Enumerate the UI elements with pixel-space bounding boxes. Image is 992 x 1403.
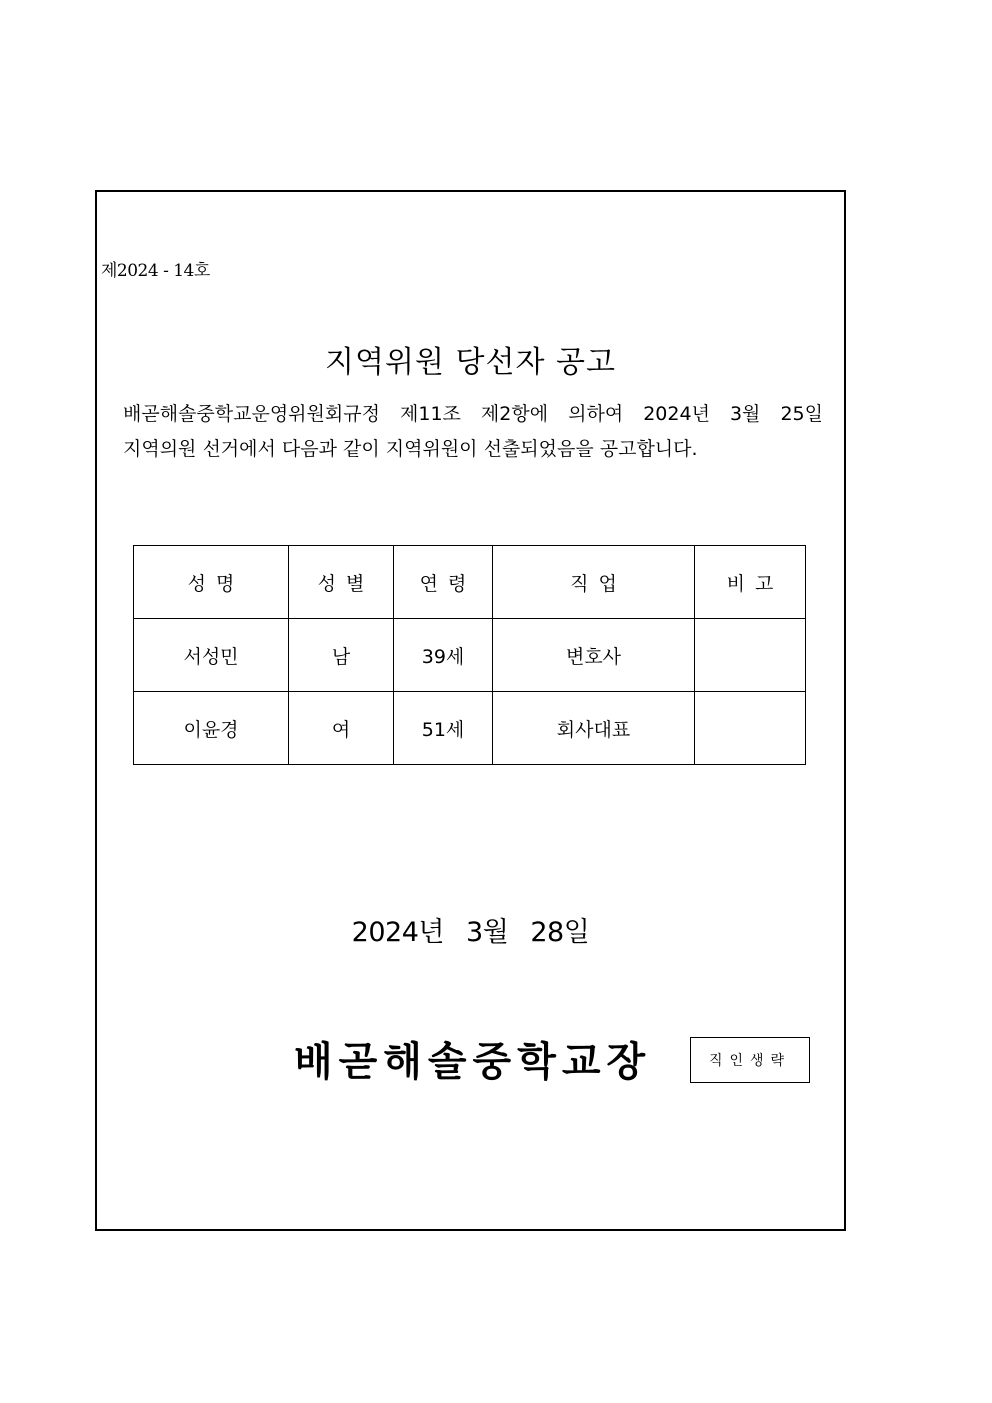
cell-occupation: 회사대표 (493, 692, 695, 765)
header-age: 연령 (394, 546, 493, 619)
header-occupation: 직업 (493, 546, 695, 619)
seal-box (690, 1037, 810, 1083)
cell-occupation: 변호사 (493, 619, 695, 692)
cell-gender: 남 (289, 619, 394, 692)
announcement-date: 2024년 3월 28일 (351, 917, 590, 948)
announcement-body (123, 397, 823, 467)
document-title: 지역위원 당선자 공고 (325, 345, 616, 380)
cell-age: 51세 (394, 692, 493, 765)
header-remarks: 비고 (695, 546, 806, 619)
signer-name: 배곧해솔중학교장 (294, 1039, 652, 1085)
table-row (134, 619, 806, 692)
cell-name: 서성민 (134, 619, 289, 692)
cell-gender: 여 (289, 692, 394, 765)
members-table (133, 545, 806, 765)
table-header-row (134, 546, 806, 619)
document-number: 제2024 - 14호 (101, 261, 210, 281)
header-name: 성명 (134, 546, 289, 619)
cell-remarks (695, 619, 806, 692)
seal-text: 직인생략 (708, 1053, 792, 1069)
body-line-2: 지역의원 선거에서 다음과 같이 지역위원이 선출되었음을 공고합니다. (123, 438, 698, 460)
cell-name: 이윤경 (134, 692, 289, 765)
cell-age: 39세 (394, 619, 493, 692)
table-row (134, 692, 806, 765)
body-line-1: 배곧해솔중학교운영위원회규정 제11조 제2항에 의하여 2024년 3월 25일 (123, 403, 823, 425)
header-gender: 성별 (289, 546, 394, 619)
cell-remarks (695, 692, 806, 765)
